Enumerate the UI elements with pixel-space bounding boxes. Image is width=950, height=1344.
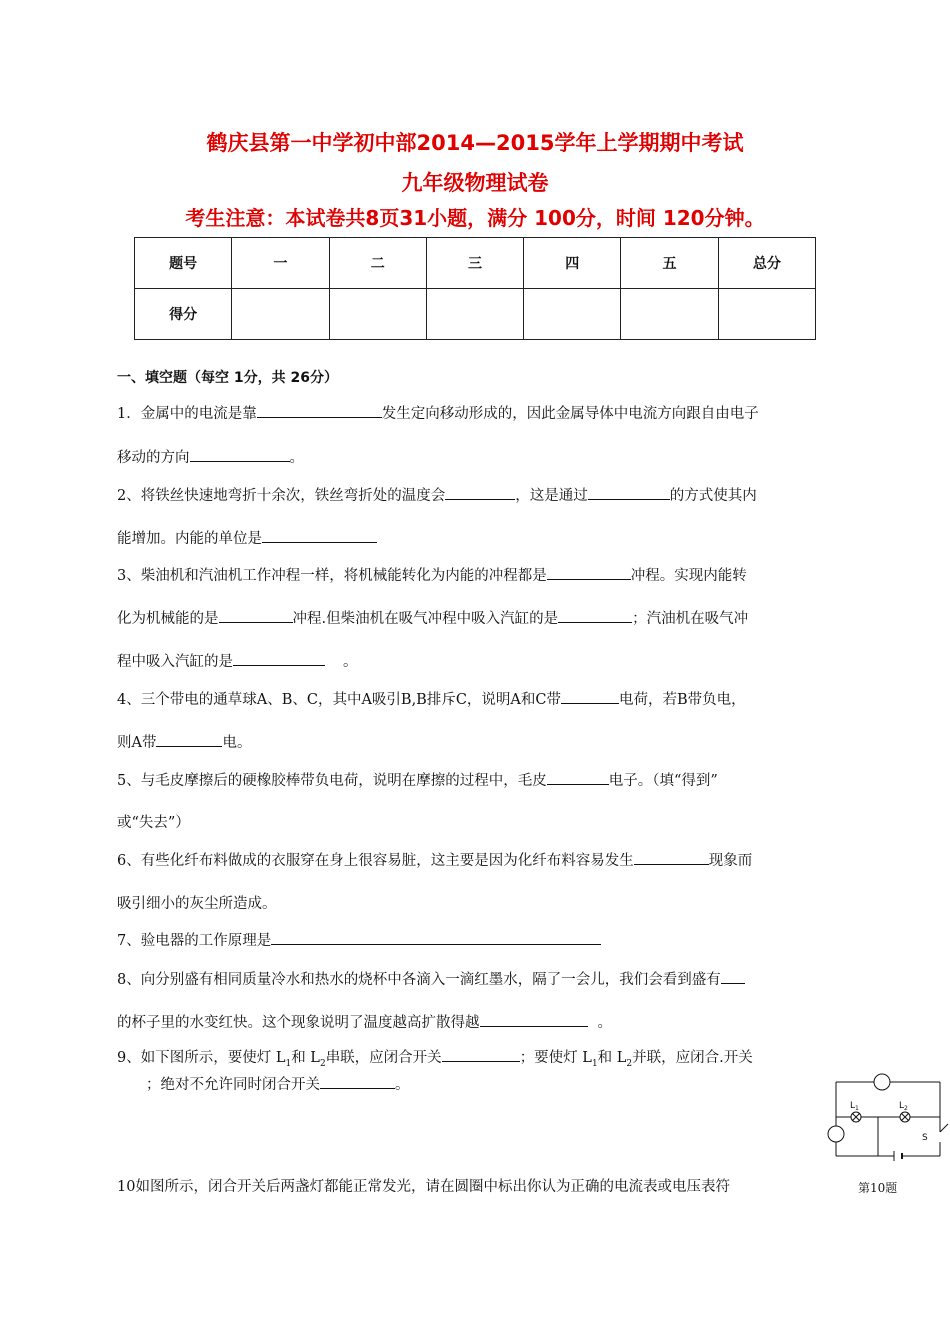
answer-blank[interactable] bbox=[262, 528, 377, 543]
figure-caption: 第10题 bbox=[858, 1181, 898, 1195]
question-5-line-1 bbox=[117, 769, 718, 790]
subscript: 1 bbox=[285, 1058, 292, 1069]
question-text: 8、向分别盛有相同质量冷水和热水的烧杯中各滴入一滴红墨水，隔了一会儿，我们会看到盛有 bbox=[117, 972, 721, 988]
question-text: 。 bbox=[343, 654, 358, 670]
question-9-line-1 bbox=[117, 1046, 753, 1069]
question-text: ，这是通过 bbox=[515, 488, 588, 504]
score-table-score-row bbox=[135, 289, 816, 340]
question-text: 则A带 bbox=[117, 735, 157, 751]
question-text: 10如图所示，闭合开关后两盏灯都能正常发光，请在圆圈中标出你认为正确的电流表或电压表符 bbox=[117, 1179, 730, 1195]
question-text: 。 bbox=[395, 1077, 410, 1093]
question-text: 4、三个带电的通草球A、B、C，其中A吸引B,B排斥C，说明A和C带 bbox=[117, 692, 561, 708]
score-cell[interactable] bbox=[718, 289, 815, 340]
subscript: 1 bbox=[591, 1058, 598, 1069]
question-1-line-1 bbox=[117, 402, 759, 423]
question-text: 的杯子里的水变红快。这个现象说明了温度越高扩散得越 bbox=[117, 1015, 480, 1031]
question-text: 移动的方向 bbox=[117, 450, 190, 466]
exam-subtitle: 九年级物理试卷 bbox=[401, 171, 549, 195]
answer-blank[interactable] bbox=[320, 1074, 395, 1089]
question-text: 或“失去”） bbox=[117, 815, 190, 831]
answer-blank[interactable] bbox=[480, 1012, 588, 1027]
question-text: 3、柴油机和汽油机工作冲程一样，将机械能转化为内能的冲程都是 bbox=[117, 568, 547, 584]
question-3-line-1 bbox=[117, 564, 747, 585]
question-text: 发生定向移动形成的，因此金属导体中电流方向跟自由电子 bbox=[381, 406, 759, 422]
score-header-cell: 总分 bbox=[718, 238, 815, 289]
question-text: 能增加。内能的单位是 bbox=[117, 531, 262, 547]
answer-blank[interactable] bbox=[271, 930, 601, 945]
answer-blank[interactable] bbox=[190, 447, 290, 462]
question-text: 5、与毛皮摩擦后的硬橡胶棒带负电荷，说明在摩擦的过程中，毛皮 bbox=[117, 773, 547, 789]
answer-blank[interactable] bbox=[442, 1047, 520, 1062]
question-text: ；汽油机在吸气冲 bbox=[632, 611, 749, 627]
question-text: 和 L bbox=[597, 1050, 627, 1066]
question-text: 和 L bbox=[291, 1050, 320, 1066]
question-3-line-2 bbox=[117, 607, 748, 628]
answer-blank[interactable] bbox=[721, 969, 745, 984]
question-text: 程中吸入汽缸的是 bbox=[117, 654, 233, 670]
question-text: 并联，应闭合.开关 bbox=[632, 1050, 753, 1066]
question-text: 电子。（填“得到” bbox=[608, 773, 718, 789]
answer-blank[interactable] bbox=[233, 651, 325, 666]
battery-icon bbox=[894, 1151, 902, 1161]
question-9-line-2 bbox=[146, 1073, 410, 1094]
answer-blank[interactable] bbox=[547, 770, 609, 785]
question-6-line-2 bbox=[117, 892, 277, 913]
score-cell[interactable] bbox=[232, 289, 329, 340]
score-table-header-row bbox=[135, 238, 816, 289]
question-3-line-3 bbox=[117, 650, 358, 671]
answer-blank[interactable] bbox=[156, 732, 222, 747]
answer-blank[interactable] bbox=[257, 403, 382, 418]
question-4-line-2 bbox=[117, 731, 251, 752]
answer-blank[interactable] bbox=[561, 689, 619, 704]
top-meter-circle[interactable] bbox=[874, 1074, 890, 1090]
score-header-cell: 一 bbox=[232, 238, 329, 289]
exam-title: 鹤庆县第一中学初中部2014—2015学年上学期期中考试 bbox=[206, 131, 744, 155]
question-10-line-1 bbox=[117, 1175, 730, 1196]
subscript: 2 bbox=[319, 1058, 326, 1069]
question-text: 。 bbox=[289, 450, 304, 466]
lamp-l2-icon bbox=[900, 1112, 910, 1122]
question-6-line-1 bbox=[117, 849, 752, 870]
score-header-cell: 三 bbox=[426, 238, 523, 289]
circuit-diagram bbox=[822, 1070, 950, 1166]
question-2-line-1 bbox=[117, 484, 757, 505]
question-text: 7、验电器的工作原理是 bbox=[117, 933, 272, 949]
answer-blank[interactable] bbox=[445, 485, 515, 500]
answer-blank[interactable] bbox=[547, 565, 631, 580]
question-text: 现象而 bbox=[708, 853, 753, 869]
switch-label: S bbox=[922, 1133, 928, 1143]
question-text: ；绝对不允许同时闭合开关 bbox=[146, 1077, 320, 1093]
lamp-l1-icon bbox=[851, 1112, 861, 1122]
question-text: 化为机械能的是 bbox=[117, 611, 219, 627]
section-heading: 一、填空题（每空 1分，共 26分） bbox=[117, 370, 338, 386]
question-text: 。 bbox=[597, 1015, 612, 1031]
score-header-cell: 五 bbox=[621, 238, 718, 289]
score-cell[interactable] bbox=[621, 289, 718, 340]
score-row-label: 得分 bbox=[135, 289, 232, 340]
question-2-line-2 bbox=[117, 527, 377, 548]
question-text: 1．金属中的电流是靠 bbox=[117, 406, 257, 422]
question-5-line-2 bbox=[117, 811, 190, 832]
question-7-line-1 bbox=[117, 929, 601, 950]
question-8-line-2 bbox=[117, 1011, 612, 1032]
question-text: 吸引细小的灰尘所造成。 bbox=[117, 896, 277, 912]
score-header-cell: 四 bbox=[524, 238, 621, 289]
exam-notice: 考生注意：本试卷共8页31小题，满分 100分，时间 120分钟。 bbox=[185, 206, 765, 230]
question-text: 冲程。实现内能转 bbox=[630, 568, 747, 584]
question-text: 6、有些化纤布料做成的衣服穿在身上很容易脏，这主要是因为化纤布料容易发生 bbox=[117, 853, 634, 869]
question-text: 的方式使其内 bbox=[669, 488, 757, 504]
question-8-line-1 bbox=[117, 968, 745, 989]
answer-blank[interactable] bbox=[634, 850, 709, 865]
question-4-line-1 bbox=[117, 688, 746, 709]
question-text: 9、如下图所示，要使灯 L bbox=[117, 1050, 286, 1066]
score-cell[interactable] bbox=[329, 289, 426, 340]
score-cell[interactable] bbox=[524, 289, 621, 340]
question-text: 电。 bbox=[222, 735, 252, 751]
score-cell[interactable] bbox=[426, 289, 523, 340]
answer-blank[interactable] bbox=[588, 485, 670, 500]
score-header-cell: 二 bbox=[329, 238, 426, 289]
question-text: 冲程.但柴油机在吸气冲程中吸入汽缸的是 bbox=[292, 611, 559, 627]
subscript: 2 bbox=[626, 1058, 633, 1069]
lamp-l1-label: $L_1$ bbox=[850, 1101, 859, 1112]
question-1-line-2 bbox=[117, 446, 304, 467]
lamp-l2-label: $L_2$ bbox=[899, 1101, 908, 1112]
left-meter-circle[interactable] bbox=[828, 1126, 844, 1142]
question-text: 2、将铁丝快速地弯折十余次，铁丝弯折处的温度会 bbox=[117, 488, 446, 504]
question-text: 电荷，若B带负电， bbox=[619, 692, 746, 708]
answer-blank[interactable] bbox=[558, 608, 632, 623]
question-text: ；要使灯 L bbox=[519, 1050, 592, 1066]
score-table bbox=[134, 237, 816, 340]
score-header-cell: 题号 bbox=[135, 238, 232, 289]
question-text: 串联，应闭合开关 bbox=[325, 1050, 442, 1066]
answer-blank[interactable] bbox=[219, 608, 293, 623]
